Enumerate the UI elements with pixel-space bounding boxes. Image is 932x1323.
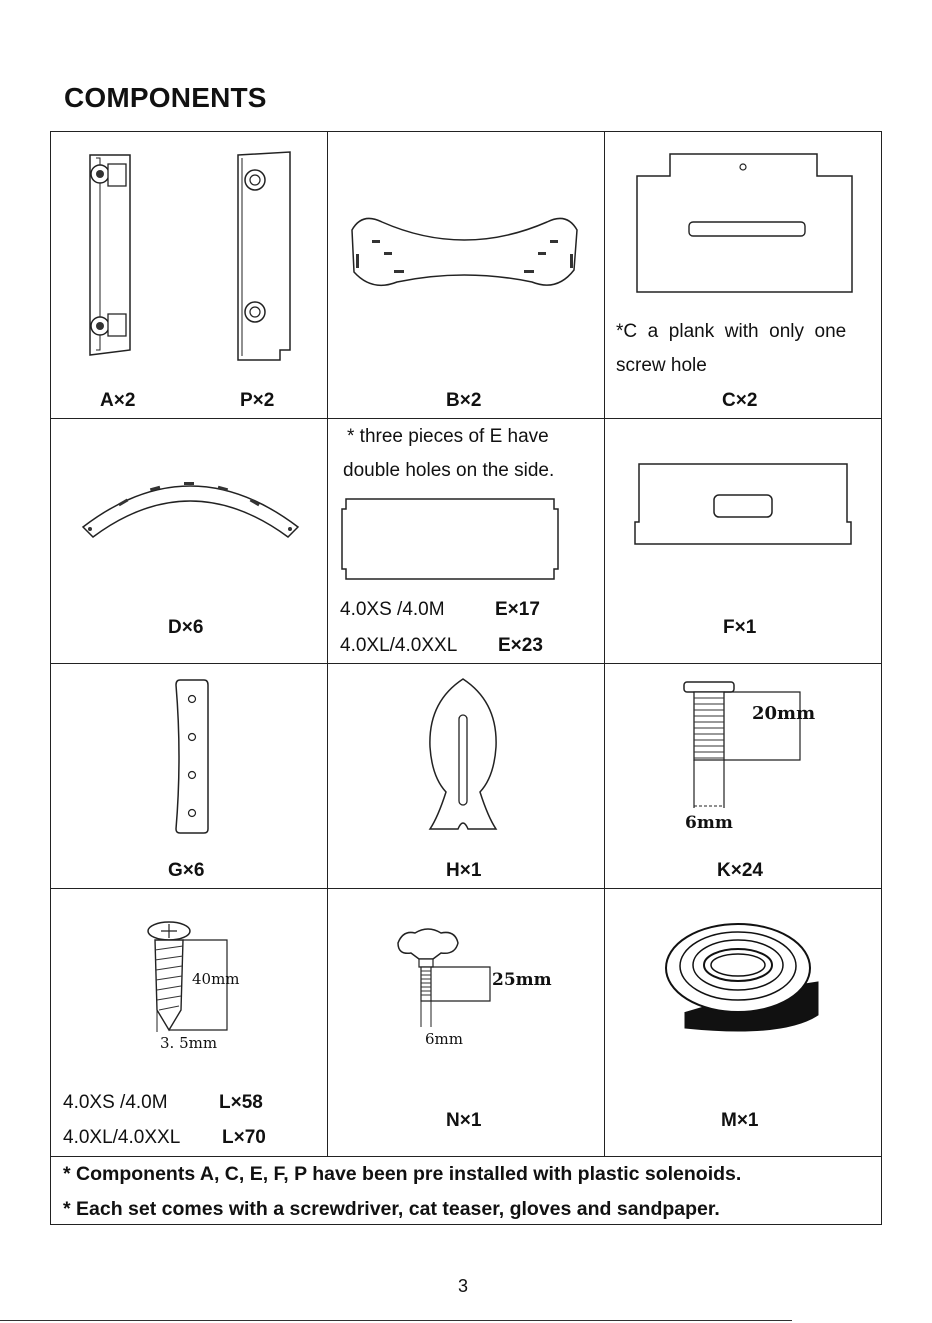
n-diameter: 6mm [425, 1030, 463, 1048]
label-f: F×1 [723, 617, 757, 638]
plank-with-slot-icon [632, 152, 857, 297]
label-c: C×2 [722, 390, 758, 411]
e-size-2: 4.0XL/4.0XXL [340, 635, 458, 656]
fish-shape-icon [418, 677, 508, 837]
l-diameter: 3. 5mm [160, 1034, 218, 1052]
label-m: M×1 [721, 1110, 759, 1131]
row-divider [51, 1156, 881, 1157]
arc-track-icon [78, 465, 303, 545]
note-preinstalled: * Components A, C, E, F, P have been pre installed with plastic solenoids. [63, 1163, 742, 1185]
c-note-line2: screw hole [616, 355, 707, 376]
l-length: 40mm [192, 970, 240, 988]
e-note-line1: * three pieces of E have [347, 426, 549, 447]
e-note-line2: double holes on the side. [343, 460, 555, 481]
l-size-1: 4.0XS /4.0M [63, 1092, 168, 1113]
label-n: N×1 [446, 1110, 482, 1131]
column-divider [327, 132, 328, 1156]
label-k: K×24 [717, 860, 763, 881]
page-number: 3 [458, 1276, 469, 1296]
k-length: 20mm [752, 703, 816, 724]
connector-strip-icon [172, 677, 212, 837]
footer-rule [0, 1320, 792, 1321]
plain-plank-icon [340, 497, 562, 582]
label-a: A×2 [100, 390, 136, 411]
column-divider [604, 132, 605, 1156]
caster-plank-icon [78, 150, 138, 365]
c-note-line1: *C a plank with only one [616, 321, 847, 342]
note-accessories: * Each set comes with a screwdriver, cat teaser, gloves and sandpaper. [63, 1198, 720, 1220]
page-title: COMPONENTS [64, 82, 267, 113]
label-g: G×6 [168, 860, 205, 881]
e-size-1: 4.0XS /4.0M [340, 599, 445, 620]
curved-base-icon [342, 200, 587, 298]
row-divider [51, 663, 881, 664]
label-b: B×2 [446, 390, 482, 411]
n-length: 25mm [492, 970, 552, 990]
k-diameter: 6mm [685, 813, 733, 833]
row-divider [51, 418, 881, 419]
label-h: H×1 [446, 860, 482, 881]
label-p: P×2 [240, 390, 275, 411]
l-qty-1: L×58 [219, 1092, 263, 1113]
knob-plank-icon [228, 150, 298, 365]
label-d: D×6 [168, 617, 204, 638]
e-qty-1: E×17 [495, 599, 540, 620]
l-qty-2: L×70 [222, 1127, 266, 1148]
bolt-icon [680, 678, 810, 828]
plank-with-handle-icon [633, 462, 853, 548]
l-size-2: 4.0XL/4.0XXL [63, 1127, 181, 1148]
e-qty-2: E×23 [498, 635, 543, 656]
tape-roll-icon [663, 920, 823, 1040]
row-divider [51, 888, 881, 889]
